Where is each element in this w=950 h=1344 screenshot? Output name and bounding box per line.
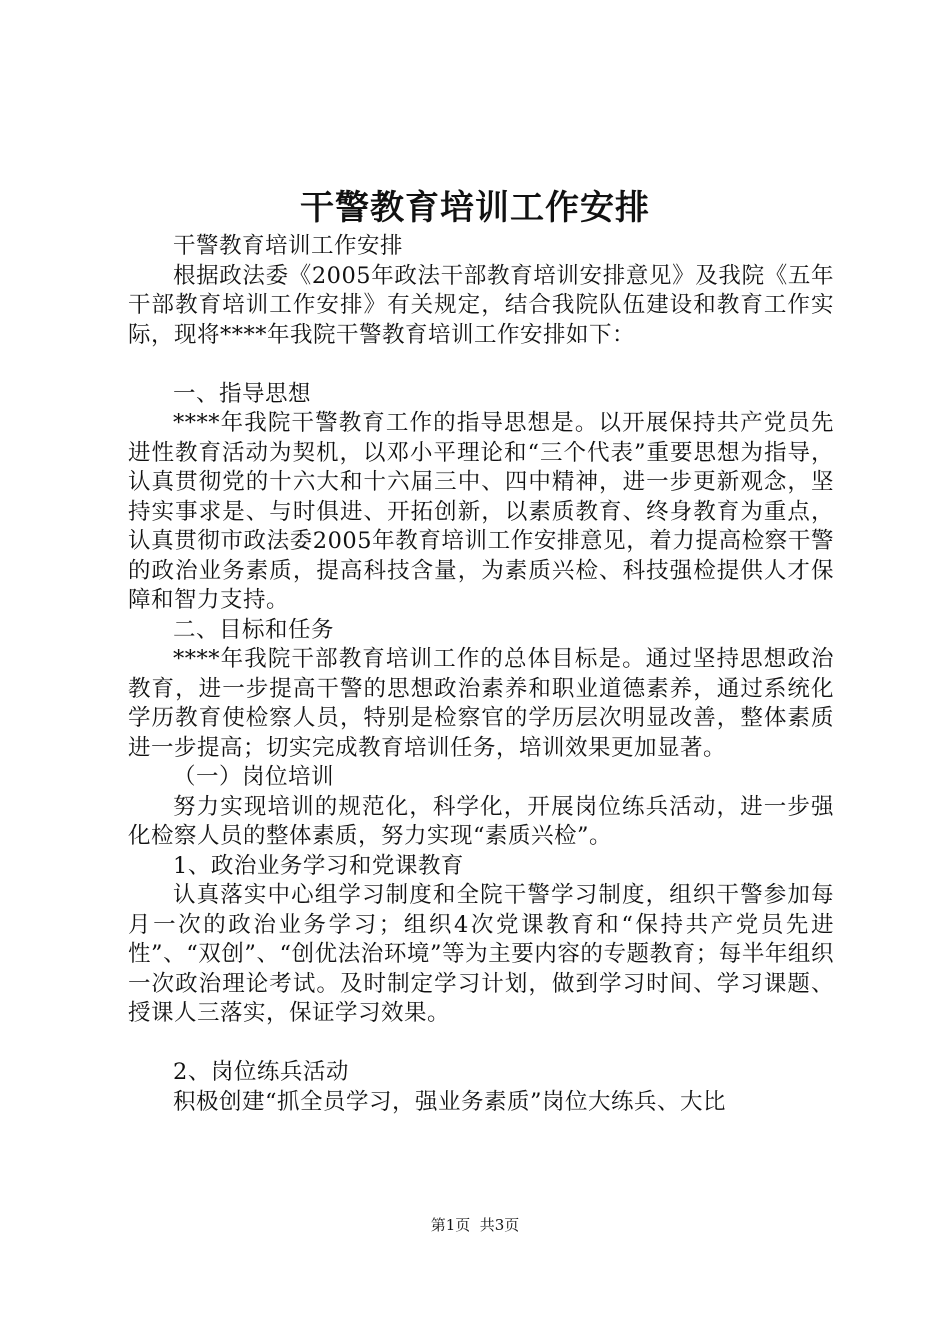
paragraph-skill-practice: 积极创建“抓全员学习，强业务素质”岗位大练兵、大比	[173, 1088, 727, 1115]
document-title: 干警教育培训工作安排	[300, 188, 650, 228]
section-heading-guiding-thought: 一、指导思想	[173, 380, 312, 407]
paragraph-goals-tasks: ****年我院干部教育培训工作的总体目标是。通过坚持思想政治教育，进一步提高干警的思想政治素养和职业道德素养，通过系统化学历教育使检察人员，特别是检察官的学历层次明显改善，整体素质进一步提高；切实完成教育培训任务，培训效果更加显著。	[128, 646, 834, 761]
paragraph-political-study: 认真落实中心组学习制度和全院干警学习制度，组织干警参加每月一次的政治业务学习；组织4次党课教育和“保持共产党员先进性”、“双创”、“创优法治环境”等为主要内容的专题教育；每半年组织一次政治理论考试。及时制定学习计划，做到学习时间、学习课题、授课人三落实，保证学习效果。	[128, 882, 834, 1026]
paragraph-heading: 干警教育培训工作安排	[173, 233, 404, 259]
item-heading-skill-practice: 2、岗位练兵活动	[173, 1059, 349, 1085]
paragraph-intro: 根据政法委《2005年政法干部教育培训安排意见》及我院《五年干部教育培训工作安排》有关规定，结合我院队伍建设和教育工作实际，现将****年我院干警教育培训工作安排如下：	[128, 262, 834, 348]
section-heading-goals-tasks: 二、目标和任务	[173, 616, 335, 643]
subsection-heading-post-training: （一）岗位培训	[173, 764, 335, 790]
paragraph-guiding-thought: ****年我院干警教育工作的指导思想是。以开展保持共产党员先进性教育活动为契机，以邓小平理论和“三个代表”重要思想为指导，认真贯彻党的十六大和十六届三中、四中精神，进一步更新观念，坚持实事求是、与时俱进、开拓创新，以素质教育、终身教育为重点，认真贯彻市政法委2005年教育培训工作安排意见，着力提高检察干警的政治业务素质，提高科技含量，为素质兴检、科技强检提供人才保障和智力支持。	[128, 410, 834, 613]
page-number-footer: 第1页 共3页	[430, 1216, 520, 1234]
paragraph-post-training: 努力实现培训的规范化，科学化，开展岗位练兵活动，进一步强化检察人员的整体素质，努力实现“素质兴检”。	[128, 793, 834, 849]
document-body	[128, 232, 834, 1117]
item-heading-political-study: 1、政治业务学习和党课教育	[173, 852, 464, 879]
